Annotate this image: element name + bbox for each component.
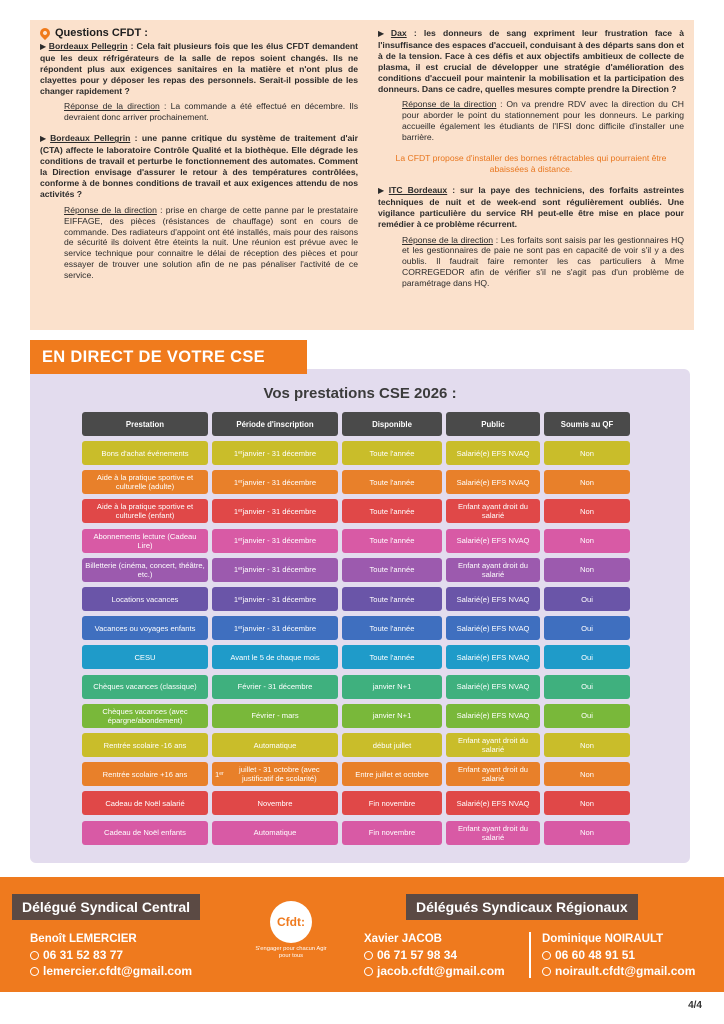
available-cell: Toute l'année: [342, 645, 442, 669]
period-cell: 1 er janvier - 31 décembre: [212, 499, 338, 523]
location-pin-icon: [38, 26, 52, 40]
public-cell: Enfant ayant droit du salarié: [446, 821, 540, 845]
qf-cell: Non: [544, 762, 630, 786]
column-header: Période d'inscription: [212, 412, 338, 436]
period-cell: 1 er janvier - 31 décembre: [212, 587, 338, 611]
prestation-cell: Abonnements lecture (Cadeau Lire): [82, 529, 208, 553]
period-cell: 1 er juillet - 31 octobre (avec justificatif de scolarité): [212, 762, 338, 786]
question-location: Dax: [390, 28, 407, 38]
prestation-cell: Cadeau de Noël salarié: [82, 791, 208, 815]
qf-cell: Oui: [544, 675, 630, 699]
email-icon: [30, 967, 39, 976]
questions-right-column: [378, 28, 684, 299]
contact-email[interactable]: noirault.cfdt@gmail.com: [542, 963, 695, 979]
contact-phone[interactable]: 06 71 57 98 34: [364, 947, 505, 963]
period-cell: 1 er janvier - 31 décembre: [212, 470, 338, 494]
available-cell: Toute l'année: [342, 441, 442, 465]
question-location: Bordeaux Pellegrin: [50, 133, 131, 144]
page-number: 4/4: [688, 1000, 702, 1011]
period-cell: Novembre: [212, 791, 338, 815]
logo-mark: Cfdt:: [270, 901, 312, 943]
triangle-bullet-icon: ▶: [378, 185, 387, 195]
prestation-cell: Cadeau de Noël enfants: [82, 821, 208, 845]
column-header: Public: [446, 412, 540, 436]
answer-label: Réponse de la direction: [402, 234, 494, 245]
available-cell: Toute l'année: [342, 558, 442, 582]
public-cell: Salarié(e) EFS NVAQ: [446, 704, 540, 728]
period-cell: Automatique: [212, 821, 338, 845]
answer-label: Réponse de la direction: [64, 101, 160, 112]
answer-label: Réponse de la direction: [402, 99, 497, 110]
period-cell: 1 er janvier - 31 décembre: [212, 441, 338, 465]
cse-table-panel: [30, 369, 690, 863]
contact-regional-1: [364, 933, 505, 979]
footer: [0, 877, 724, 992]
central-delegate-title: Délégué Syndical Central: [12, 894, 200, 920]
public-cell: Salarié(e) EFS NVAQ: [446, 529, 540, 553]
prestation-cell: Aide à la pratique sportive et culturelle (enfant): [82, 499, 208, 523]
question-body: : les donneurs de sang expriment leur frustration face à l'insuffisance des espaces d'accueil, conduisant à des départs sans don et à de la tension. Face à ces défis et aux objectifs ambitieux de collecte de plasma, il est crucial de développer une stratégie d'amélioration des conditions d'accueil pour maintenir la mobilisation et la participation des donneurs. Dans ce cadre, quelles mesures compte prendre la Direction ?: [378, 28, 685, 94]
question-text: [40, 41, 358, 97]
contact-email[interactable]: lemercier.cfdt@gmail.com: [30, 963, 192, 979]
qf-cell: Non: [544, 558, 630, 582]
public-cell: Salarié(e) EFS NVAQ: [446, 675, 540, 699]
available-cell: Toute l'année: [342, 499, 442, 523]
available-cell: Toute l'année: [342, 529, 442, 553]
contact-email[interactable]: jacob.cfdt@gmail.com: [364, 963, 505, 979]
answer-body: : On va prendre RDV avec la direction du CH pour aborder le point du stationnement pour les donneurs. Le parking accueille également les étudiants de l'IFSI donc difficile d'installer une barrière.: [402, 99, 684, 143]
qf-cell: Oui: [544, 645, 630, 669]
prestation-cell: Chèques vacances (classique): [82, 675, 208, 699]
questions-panel: [30, 20, 694, 330]
qf-cell: Non: [544, 821, 630, 845]
prestation-cell: Chèques vacances (avec épargne/abondement): [82, 704, 208, 728]
public-cell: Salarié(e) EFS NVAQ: [446, 616, 540, 640]
prestation-cell: CESU: [82, 645, 208, 669]
prestation-cell: Rentrée scolaire +16 ans: [82, 762, 208, 786]
answer-text: [64, 205, 358, 281]
cfdt-logo: [251, 901, 331, 960]
period-cell: 1 er janvier - 31 décembre: [212, 558, 338, 582]
email-icon: [542, 967, 551, 976]
answer-text: [402, 99, 684, 143]
prestation-cell: Locations vacances: [82, 587, 208, 611]
answer-body: : Les forfaits sont saisis par les gestionnaires HQ et les gestionnaires de paie ne sont pas en capacité de voir s'il y a des oublis. Il faudrait faire remonter les cas particuliers à Mme CORREGEDOR afin de vérifier s'il ne s'agit pas d'un problème de paramétrage dans HQ.: [402, 234, 685, 289]
question-location: ITC Bordeaux: [388, 184, 448, 195]
available-cell: début juillet: [342, 733, 442, 757]
public-cell: Salarié(e) EFS NVAQ: [446, 791, 540, 815]
question-body: : une panne critique du système de traitement d'air (CTA) affecte le laboratoire Contrôle Qualité et la biothèque. Elle dégrade les conditions de travail et perturbe le fonctionnement des automates. Comment la Direction envisage d'assurer le retour à des températures contrôlées, conforme à de bonnes conditions de travail et aux exigences attendu de nos activités ?: [40, 133, 358, 199]
contact-name: Dominique NOIRAULT: [542, 933, 664, 945]
period-cell: Février - 31 décembre: [212, 675, 338, 699]
available-cell: Entre juillet et octobre: [342, 762, 442, 786]
question-body: : sur la paye des techniciens, des forfaits astreintes techniques de nuit et de week-end sont régulièrement oubliés. Une vigilance particulière du service RH peut-elle être mise en place pour remédier à ce problème récurrent.: [378, 184, 685, 229]
answer-body: : prise en charge de cette panne par le prestataire EIFFAGE, des pièces (résistances de chauffage) sont en cours de commande. Des radiateurs d'appoint ont été installés, mais pour des raisons de sécurité ils doivent être éteints la nuit. Une réunion est prévue avec le service technique pour connaitre le délai de réception des pièces et pour essayer de trouver une solution afin de ne pas pénaliser l'activité de ce service.: [64, 204, 358, 281]
cse-banner: EN DIRECT DE VOTRE CSE: [30, 340, 307, 374]
prestation-cell: Billetterie (cinéma, concert, théâtre, etc.): [82, 558, 208, 582]
answer-text: [64, 101, 358, 123]
period-cell: Automatique: [212, 733, 338, 757]
question-text: [378, 185, 684, 230]
triangle-bullet-icon: ▶: [40, 134, 49, 144]
available-cell: Fin novembre: [342, 791, 442, 815]
available-cell: Toute l'année: [342, 587, 442, 611]
available-cell: Toute l'année: [342, 616, 442, 640]
prestation-cell: Vacances ou voyages enfants: [82, 616, 208, 640]
qf-cell: Oui: [544, 704, 630, 728]
column-header: Prestation: [82, 412, 208, 436]
answer-body: : La commande a été effectué en décembre. Ils devraient donc arriver prochainement.: [64, 101, 358, 123]
prestation-cell: Aide à la pratique sportive et culturelle (adulte): [82, 470, 208, 494]
phone-icon: [542, 951, 551, 960]
triangle-bullet-icon: ▶: [378, 29, 389, 38]
available-cell: Toute l'année: [342, 470, 442, 494]
period-cell: Avant le 5 de chaque mois: [212, 645, 338, 669]
qf-cell: Non: [544, 441, 630, 465]
questions-title: Questions CFDT :: [40, 28, 358, 39]
questions-left-column: [40, 28, 358, 291]
contact-regional-2: [542, 933, 695, 979]
regional-delegates-title: Délégués Syndicaux Régionaux: [406, 894, 638, 920]
contact-name: Benoît LEMERCIER: [30, 933, 137, 945]
question-text: [40, 133, 358, 199]
public-cell: Enfant ayant droit du salarié: [446, 558, 540, 582]
public-cell: Salarié(e) EFS NVAQ: [446, 645, 540, 669]
question-location: Bordeaux Pellegrin: [48, 40, 128, 51]
phone-icon: [364, 951, 373, 960]
qf-cell: Non: [544, 791, 630, 815]
available-cell: janvier N+1: [342, 704, 442, 728]
answer-text: [402, 235, 684, 290]
question-body: : Cela fait plusieurs fois que les élus CFDT demandent que les deux réfrigérateurs de la salle de repos soient changés. Ils ne répondent plus aux exigences sanitaires en la matière et n'ont plus de clayettes pour y déposer les repas des personnels. Serait-il possible de les changer rapidement ?: [40, 40, 359, 96]
public-cell: Enfant ayant droit du salarié: [446, 733, 540, 757]
question-text: [378, 28, 684, 94]
column-header: Disponible: [342, 412, 442, 436]
qf-cell: Non: [544, 499, 630, 523]
triangle-bullet-icon: ▶: [40, 41, 47, 51]
public-cell: Enfant ayant droit du salarié: [446, 762, 540, 786]
contact-central: [30, 933, 192, 979]
qf-cell: Oui: [544, 616, 630, 640]
public-cell: Enfant ayant droit du salarié: [446, 499, 540, 523]
prestation-cell: Rentrée scolaire -16 ans: [82, 733, 208, 757]
prestation-cell: Bons d'achat événements: [82, 441, 208, 465]
public-cell: Salarié(e) EFS NVAQ: [446, 470, 540, 494]
qf-cell: Non: [544, 733, 630, 757]
public-cell: Salarié(e) EFS NVAQ: [446, 587, 540, 611]
cfdt-proposal: La CFDT propose d'installer des bornes rétractables qui pourraient être abaissées à distance.: [395, 153, 667, 174]
cse-table-title: Vos prestations CSE 2026 :: [263, 385, 457, 402]
phone-icon: [30, 951, 39, 960]
period-cell: Février - mars: [212, 704, 338, 728]
answer-label: Réponse de la direction: [64, 204, 157, 215]
contact-phone[interactable]: 06 31 52 83 77: [30, 947, 192, 963]
contact-divider: [529, 932, 531, 978]
column-header: Soumis au QF: [544, 412, 630, 436]
available-cell: janvier N+1: [342, 675, 442, 699]
email-icon: [364, 967, 373, 976]
qf-cell: Non: [544, 470, 630, 494]
qf-cell: Oui: [544, 587, 630, 611]
public-cell: Salarié(e) EFS NVAQ: [446, 441, 540, 465]
contact-name: Xavier JACOB: [364, 933, 442, 945]
available-cell: Fin novembre: [342, 821, 442, 845]
period-cell: 1 er janvier - 31 décembre: [212, 616, 338, 640]
contact-phone[interactable]: 06 60 48 91 51: [542, 947, 695, 963]
period-cell: 1 er janvier - 31 décembre: [212, 529, 338, 553]
logo-tagline: S'engager pour chacun Agir pour tous: [255, 946, 327, 959]
qf-cell: Non: [544, 529, 630, 553]
